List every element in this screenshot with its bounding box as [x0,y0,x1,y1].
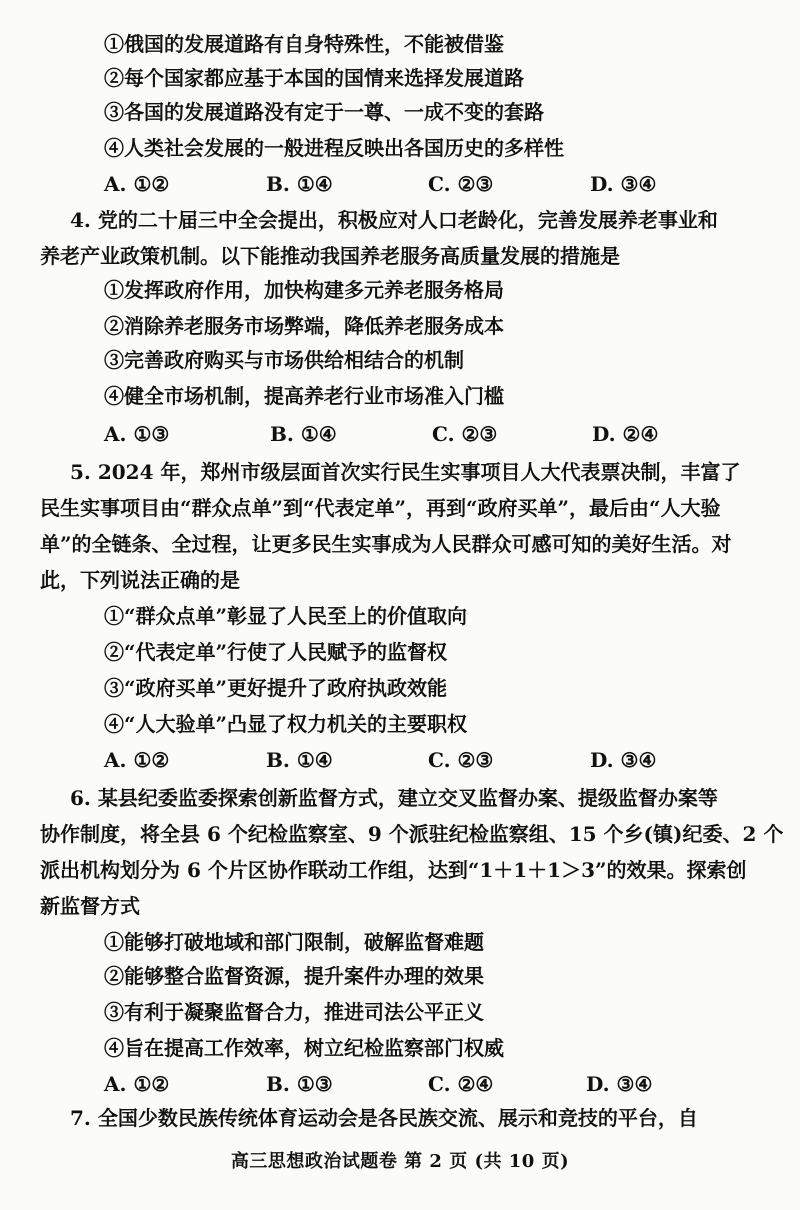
q4-choice-c: C. ②③ [432,422,498,446]
q5-choice-c: C. ②③ [428,748,494,772]
q6-option-2: ②能够整合监督资源，提升案件办理的效果 [104,964,484,988]
q5-option-1: ①“群众点单”彰显了人民至上的价值取向 [104,604,468,628]
q4-stem-line-1: 4. 党的二十届三中全会提出，积极应对人口老龄化，完善发展养老事业和 [70,208,718,232]
q5-choice-a: A. ①② [104,748,170,772]
q5-choice-d: D. ③④ [590,748,657,772]
q6-option-3: ③有利于凝聚监督合力，推进司法公平正义 [104,1000,484,1024]
q5-stem-line-4: 此，下列说法正确的是 [40,568,240,592]
q4-choice-a: A. ①③ [104,422,170,446]
page-footer: 高三思想政治试题卷 第 2 页 (共 10 页) [230,1151,570,1172]
q3-choice-c: C. ②③ [428,172,494,196]
q3-option-4: ④人类社会发展的一般进程反映出各国历史的多样性 [104,136,564,160]
q3-option-3: ③各国的发展道路没有定于一尊、一成不变的套路 [104,100,544,124]
q6-choice-a: A. ①② [104,1072,170,1096]
q4-option-4: ④健全市场机制，提高养老行业市场准入门槛 [104,384,504,408]
q5-option-4: ④“人大验单”凸显了权力机关的主要职权 [104,712,468,736]
q5-option-3: ③“政府买单”更好提升了政府执政效能 [104,676,448,700]
q7-stem-line-1: 7. 全国少数民族传统体育运动会是各民族交流、展示和竞技的平台，自 [70,1106,698,1130]
q6-stem-line-3: 派出机构划分为 6 个片区协作联动工作组，达到“1＋1＋1＞3”的效果。探索创 [40,858,747,882]
q3-choice-d: D. ③④ [590,172,657,196]
q5-stem-line-1: 5. 2024 年，郑州市级层面首次实行民生实事项目人大代表票决制，丰富了 [70,460,741,484]
q4-option-2: ②消除养老服务市场弊端，降低养老服务成本 [104,314,504,338]
q5-stem-line-3: 单”的全链条、全过程，让更多民生实事成为人民群众可感可知的美好生活。对 [40,532,732,556]
q4-choice-b: B. ①④ [270,422,337,446]
q6-stem-line-2: 协作制度，将全县 6 个纪检监察室、9 个派驻纪检监察组、15 个乡(镇)纪委、2 个 [40,822,784,846]
q3-choice-a: A. ①② [104,172,170,196]
q4-choice-d: D. ②④ [592,422,659,446]
q5-choices [0,746,800,774]
q6-stem-line-1: 6. 某县纪委监委探索创新监督方式，建立交叉监督办案、提级监督办案等 [70,786,718,810]
q3-choice-b: B. ①④ [266,172,333,196]
q4-option-3: ③完善政府购买与市场供给相结合的机制 [104,348,464,372]
q5-option-2: ②“代表定单”行使了人民赋予的监督权 [104,640,448,664]
q6-choice-b: B. ①③ [266,1072,333,1096]
q6-stem-line-4: 新监督方式 [40,894,140,918]
q3-option-2: ②每个国家都应基于本国的国情来选择发展道路 [104,66,524,90]
q5-stem-line-2: 民生实事项目由“群众点单”到“代表定单”，再到“政府买单”，最后由“人大验 [40,496,721,520]
q6-choices [0,1070,800,1098]
q3-option-1: ①俄国的发展道路有自身特殊性，不能被借鉴 [104,32,504,56]
q4-stem-line-2: 养老产业政策机制。以下能推动我国养老服务高质量发展的措施是 [40,244,620,268]
q6-option-1: ①能够打破地域和部门限制，破解监督难题 [104,930,484,954]
q6-choice-c: C. ②④ [428,1072,494,1096]
q3-choices [0,170,800,198]
q6-option-4: ④旨在提高工作效率，树立纪检监察部门权威 [104,1036,504,1060]
q4-option-1: ①发挥政府作用，加快构建多元养老服务格局 [104,278,504,302]
q5-choice-b: B. ①④ [266,748,333,772]
q4-choices [0,420,800,448]
q6-choice-d: D. ③④ [586,1072,653,1096]
